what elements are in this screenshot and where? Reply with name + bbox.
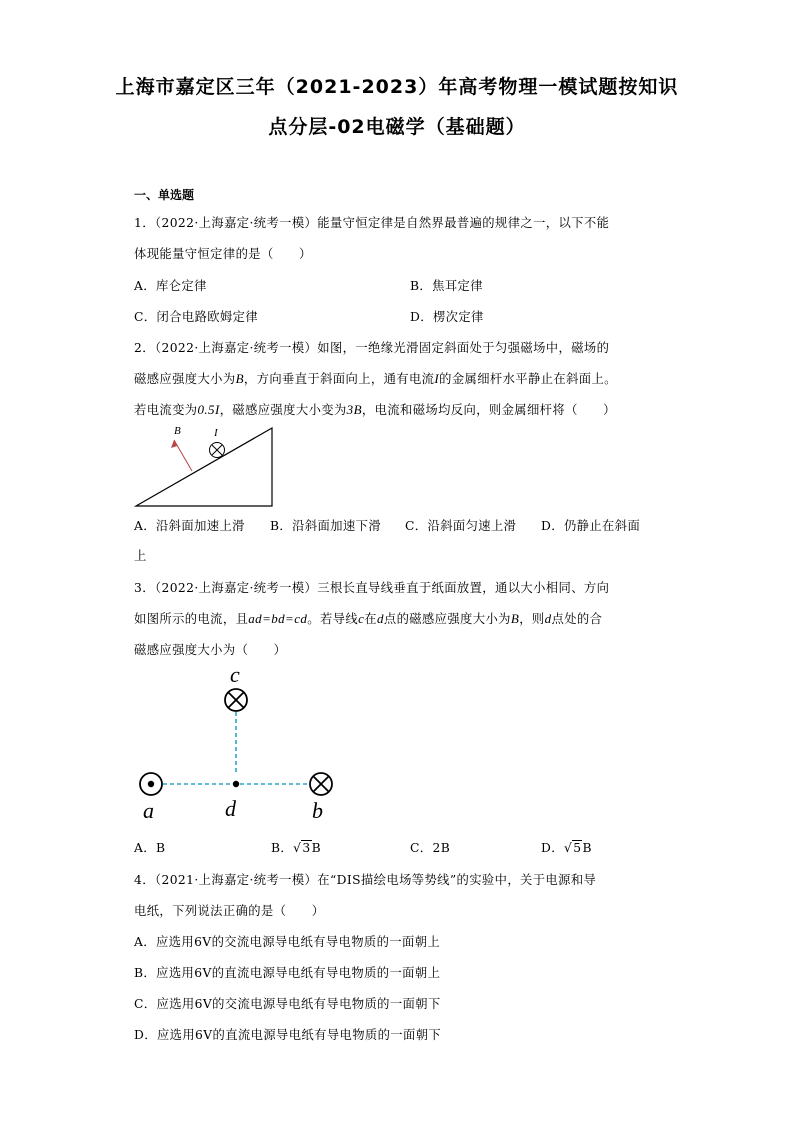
incline-triangle <box>136 428 272 506</box>
q1-option-b: B．焦耳定律 <box>410 279 483 293</box>
q1-stem-line2: 体现能量守恒定律的是（ ） <box>134 247 312 261</box>
wire-b-into-page-symbol <box>310 773 332 795</box>
q3-stem-line1: 3．（2022·上海嘉定·统考一模）三根长直导线垂直于纸面放置，通以大小相同、方向 <box>134 581 610 595</box>
q3-stem-line3: 磁感应强度大小为（ ） <box>134 643 287 657</box>
label-a: a <box>143 798 154 823</box>
q3-option-a: A．B <box>134 841 166 855</box>
q4-option-b: B．应选用6V的直流电源导电纸有导电物质的一面朝上 <box>134 966 441 980</box>
field-arrow-line <box>174 440 192 471</box>
q3-stem-line2: 如图所示的电流，且ad=bd=cd。若导线c在d点的磁感应强度大小为B，则d点处的合 <box>134 611 603 626</box>
q1-stem-line1: 1．（2022·上海嘉定·统考一模）能量守恒定律是自然界最普遍的规律之一，以下不能 <box>134 216 610 230</box>
q2-stem-line3: 若电流变为0.5I，磁感应强度大小变为3B，电流和磁场均反向，则金属细杆将（ ） <box>134 402 616 417</box>
q2-stem-line1: 2．（2022·上海嘉定·统考一模）如图，一绝缘光滑固定斜面处于匀强磁场中，磁场的 <box>134 341 610 355</box>
q2-option-d-continued: 上 <box>134 549 147 563</box>
section-heading: 一、单选题 <box>134 188 195 202</box>
sqrt-symbol: √ <box>293 841 302 855</box>
q4-option-c: C．应选用6V的交流电源导电纸有导电物质的一面朝下 <box>134 997 441 1011</box>
q3-option-b: B．√3B <box>271 841 322 855</box>
label-b: b <box>312 798 323 823</box>
document-title-line2: 点分层-02电磁学（基础题） <box>268 116 526 138</box>
q4-stem-line2: 电纸，下列说法正确的是（ ） <box>134 904 325 918</box>
sqrt-symbol: √ <box>563 841 573 855</box>
label-B: B <box>174 425 181 437</box>
q4-option-d: D．应选用6V的直流电源导电纸有导电物质的一面朝下 <box>134 1028 442 1042</box>
q1-option-d: D．楞次定律 <box>410 310 484 324</box>
point-d-dot <box>233 781 239 787</box>
q3-option-c: C．2B <box>410 841 451 855</box>
q3-option-d: D．√5B <box>541 841 592 855</box>
wires-figure <box>130 662 350 824</box>
q2-stem-line2: 磁感应强度大小为B，方向垂直于斜面向上，通有电流I的金属细杆水平静止在斜面上。 <box>134 371 617 386</box>
incline-figure <box>130 420 280 512</box>
wire-a-out-of-page-symbol <box>140 773 162 795</box>
q2-option-b: B．沿斜面加速下滑 <box>270 519 382 533</box>
q2-option-c: C．沿斜面匀速上滑 <box>405 519 517 533</box>
q2-option-a: A．沿斜面加速上滑 <box>134 519 245 533</box>
q2-option-d: D．仍静止在斜面 <box>541 519 641 533</box>
label-I: I <box>214 427 218 439</box>
label-d: d <box>225 796 236 821</box>
wire-c-into-page-symbol <box>225 689 247 711</box>
label-c: c <box>230 662 240 687</box>
q4-option-a: A．应选用6V的交流电源导电纸有导电物质的一面朝上 <box>134 935 441 949</box>
document-title-line1: 上海市嘉定区三年（2021-2023）年高考物理一模试题按知识 <box>115 76 679 98</box>
q1-option-a: A．库仑定律 <box>134 279 207 293</box>
q4-stem-line1: 4．（2021·上海嘉定·统考一模）在“DIS描绘电场等势线”的实验中，关于电源和导 <box>134 873 597 887</box>
q1-option-c: C．闭合电路欧姆定律 <box>134 310 259 324</box>
